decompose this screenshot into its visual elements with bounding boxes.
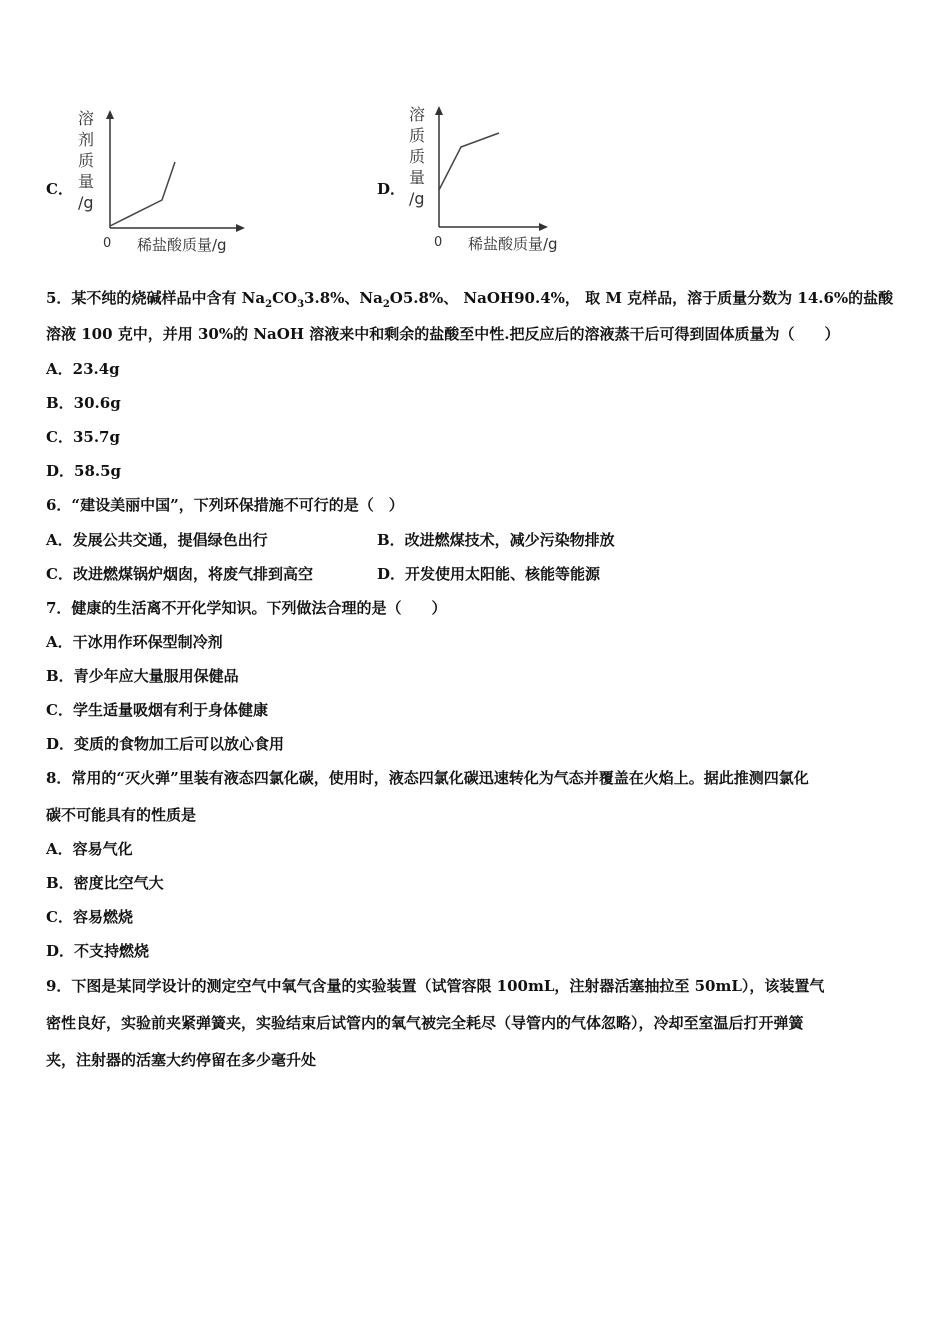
q7-option-b: B．青少年应大量服用保健品 [46, 667, 239, 685]
q7-option-d: D．变质的食物加工后可以放心食用 [46, 735, 285, 753]
q8-option-b: B．密度比空气大 [46, 874, 164, 892]
graph-c-y-char: 剂 [78, 130, 95, 149]
q8-stem-line-2: 碳不可能具有的性质是 [46, 806, 197, 824]
q8-option-a: A．容易气化 [46, 840, 133, 858]
graph-d-x-axis-label: 稀盐酸质量/g [468, 235, 558, 253]
q5-text: CO [272, 289, 298, 307]
graph-c-y-arrow [106, 110, 114, 119]
q9-stem-line-1: 9．下图是某同学设计的测定空气中氧气含量的实验装置（试管容限 100mL，注射器活塞抽拉至 50mL），该装置气 [46, 977, 825, 995]
q5-text: 3.8%、Na [304, 289, 383, 307]
q9-stem-line-3: 夹，注射器的活塞大约停留在多少毫升处 [46, 1051, 317, 1069]
q5-text: O5.8%、 NaOH90.4%， 取 M 克样品，溶于质量分数为 14.6%的盐酸 [389, 289, 894, 307]
q9-stem-line-2: 密性良好，实验前夹紧弹簧夹，实验结束后试管内的氧气被完全耗尽（导管内的气体忽略），冷却至室温后打开弹簧 [46, 1014, 804, 1032]
q6-option-a: A．发展公共交通，提倡绿色出行 [46, 531, 268, 549]
graph-c-x-axis-label: 稀盐酸质量/g [137, 236, 227, 254]
graph-d-y-char: 量 [409, 168, 426, 187]
graph-d-y-char: /g [409, 189, 425, 208]
graph-c-y-char: 溶 [78, 109, 95, 128]
q8-option-c: C．容易燃烧 [46, 908, 133, 926]
graph-d-origin-label: 0 [434, 235, 443, 250]
q5-stem-line-1 [46, 287, 893, 310]
graph-c-curve [110, 162, 175, 226]
graph-c-option-label: C． [46, 180, 73, 198]
q6-stem: 6．“建设美丽中国”，下列环保措施不可行的是（ ） [46, 496, 404, 514]
q8-option-d: D．不支持燃烧 [46, 942, 150, 960]
q7-stem: 7．健康的生活离不开化学知识。下列做法合理的是（ ） [46, 599, 447, 617]
graph-c-origin-label: 0 [103, 236, 112, 251]
q5-option-d: D．58.5g [46, 462, 122, 480]
graph-d-y-char: 溶 [409, 105, 426, 124]
q6-option-c: C．改进燃煤锅炉烟囱，将废气排到高空 [46, 565, 313, 583]
graph-d-plot [424, 104, 584, 244]
graph-c-x-arrow [236, 224, 245, 232]
q5-option-c: C．35.7g [46, 428, 120, 446]
graph-c-y-axis-label [78, 108, 94, 213]
q5-stem-line-2: 溶液 100 克中，并用 30%的 NaOH 溶液来中和剩余的盐酸至中性.把反应后的溶液蒸干后可得到固体质量为（ ） [46, 325, 840, 343]
q6-option-d: D．开发使用太阳能、核能等能源 [377, 565, 601, 583]
graph-c-plot [95, 108, 255, 248]
q5-text: 5．某不纯的烧碱样品中含有 Na [46, 289, 266, 307]
graph-d-curve [439, 133, 499, 190]
q5-option-a: A．23.4g [46, 360, 120, 378]
graph-c-y-char: 量 [78, 172, 95, 191]
q7-option-c: C．学生适量吸烟有利于身体健康 [46, 701, 268, 719]
q8-stem-line-1: 8．常用的“灭火弹”里装有液态四氯化碳，使用时，液态四氯化碳迅速转化为气态并覆盖在火焰上。据此推测四氯化 [46, 769, 809, 787]
q7-option-a: A．干冰用作环保型制冷剂 [46, 633, 223, 651]
graph-d-option-label: D． [377, 180, 406, 198]
graph-c-y-char: 质 [78, 151, 95, 170]
graph-d-y-arrow [435, 106, 443, 115]
q5-subscript: 3 [297, 299, 305, 310]
q5-option-b: B．30.6g [46, 394, 121, 412]
graph-d-x-arrow [539, 223, 548, 231]
graph-c-y-char: /g [78, 193, 94, 212]
q5-subscript: 2 [382, 299, 390, 310]
graph-d-y-char: 质 [409, 147, 426, 166]
graph-d-y-axis-label [409, 104, 425, 209]
q5-subscript: 2 [265, 299, 273, 310]
q6-option-b: B．改进燃煤技术，减少污染物排放 [377, 531, 615, 549]
graph-d-y-char: 质 [409, 126, 426, 145]
